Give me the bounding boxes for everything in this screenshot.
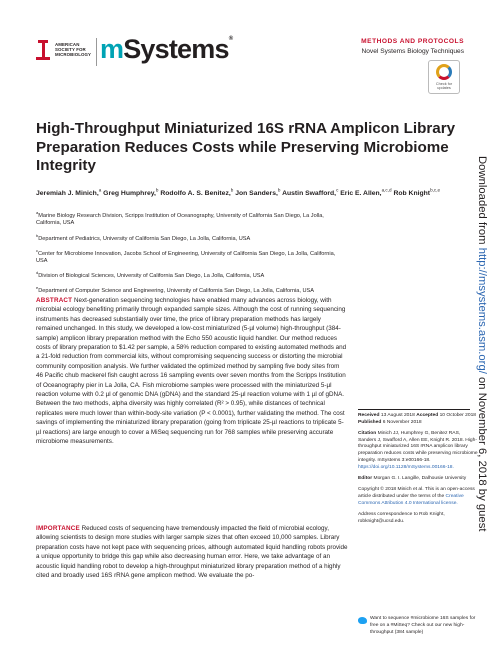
- importance-label: IMPORTANCE: [36, 525, 80, 532]
- download-banner: Downloaded from http://msystems.asm.org/ on November 6, 2018 by guest: [476, 156, 488, 532]
- asm-logo[interactable]: [36, 38, 100, 64]
- asm-logo-text: AMERICAN SOCIETY FOR MICROBIOLOGY: [55, 42, 92, 57]
- crossmark-icon: [436, 64, 452, 80]
- section-subtitle: Novel Systems Biology Techniques: [361, 48, 464, 55]
- author[interactable]: Jeremiah J. Minich,$^a$: [36, 188, 102, 198]
- affiliation: $^e$Department of Computer Science and Engineering, University of California San Diego, La Jolla, California, USA: [36, 285, 315, 294]
- tweet-text: Want to sequence #microbiome 16S samples for free on a #MiSeq? Check out our new high-throughput (384 sample): [370, 616, 476, 635]
- author[interactable]: Rodolfo A. S. Benitez,$^b$: [160, 188, 234, 198]
- importance: [36, 524, 348, 580]
- logo-divider: [96, 38, 97, 66]
- abstract-label: ABSTRACT: [36, 297, 73, 304]
- correspondence: Address correspondence to Rob Knight, robknight@ucsd.edu.: [358, 511, 445, 524]
- affiliation: $^d$Division of Biological Sciences, University of California San Diego, La Jolla, California, USA: [36, 270, 265, 279]
- license-link[interactable]: Creative Commons Attribution 4.0 International license.: [358, 493, 464, 506]
- tweet-box[interactable]: [358, 616, 478, 637]
- affiliation: $^b$Department of Pediatrics, University of California San Diego, La Jolla, California, USA: [36, 232, 251, 242]
- article-info: [358, 409, 478, 529]
- citation: Citation Minich JJ, Humphrey G, Benitez RAS, Sanders J, Swafford A, Allen EE, Knight R. 2018. High-throughput miniaturized 16S rRNA amplicon library preparation reduces costs while preserving microbiome integrity. mSystems 3:e00166-18. https://doi.org/10.1128/mSystems.00166-18.: [358, 430, 478, 471]
- msystems-logo[interactable]: mSystems®: [100, 34, 233, 64]
- author[interactable]: Greg Humphrey,$^b$: [103, 188, 159, 198]
- author[interactable]: Rob Knight$^{b,c,e}$: [393, 188, 441, 198]
- importance-text: Reduced costs of sequencing have tremendously impacted the field of microbial ecology, allowing scientists to design more studies with larger sample sizes that often exceed 10,000 samples. Library preparation costs have not kept pace with sequencing prices, although automated liquid handling robots provide a unique opportunity to bridge this gap while also decreasing human error. Here, we take advantage of an acoustic liquid handling robot to develop a high-throughput miniaturized library preparation method of a highly cited and broadly used 16S rRNA gene amplicon method. We evaluate the po-: [36, 525, 348, 580]
- affiliation: $^c$Center for Microbiome Innovation, Jacobs School of Engineering, University of California San Diego, La Jolla, California, USA: [36, 247, 336, 264]
- copyright: Copyright © 2018 Minich et al. This is an open-access article distributed under the terms of the Creative Commons Attribution 4.0 International license.: [358, 486, 475, 506]
- affiliation: $^a$Marine Biology Research Division, Scripps Institution of Oceanography, University of California San Diego, La Jolla, California, USA: [36, 210, 324, 227]
- check-badge-label: Check for updates: [435, 82, 453, 91]
- editor: Editor Morgan G. I. Langille, Dalhousie University: [358, 476, 467, 482]
- author[interactable]: Eric E. Allen,$^{a,c,d}$: [340, 188, 392, 198]
- author[interactable]: Austin Swafford,$^c$: [282, 188, 339, 198]
- check-for-updates-badge[interactable]: [428, 60, 460, 94]
- asm-mark-icon: [36, 38, 52, 62]
- download-url-link[interactable]: http://msystems.asm.org/: [476, 247, 488, 374]
- info-divider: [358, 409, 470, 410]
- affiliations: [36, 209, 346, 299]
- section-label: METHODS AND PROTOCOLS: [361, 38, 464, 45]
- twitter-icon: [358, 617, 367, 624]
- author-list: [36, 186, 466, 198]
- dates: Received 13 August 2018 Accepted 10 October 2018 Published 6 November 2018: [358, 412, 477, 425]
- author[interactable]: Jon Sanders,$^b$: [235, 188, 281, 198]
- abstract: [36, 296, 348, 447]
- abstract-text: Next-generation sequencing technologies have enabled many advances across biology, with microbial ecology benefiting primarily through expanded sample sizes. Although the cost of running sequencing instruments has decreased substantially over time, the price of library preparation methods has largely remained unchanged. In this study, we developed a low-cost miniaturized (5-µl volume) high-throughput (384-sample) amplicon library preparation method with the Echo 550 acoustic liquid handler. Our method reduces costs of library preparation to $1.42 per sample, a 58% reduction compared to existing automated methods and a 21-fold reduction from commercial kits, without compromising sequencing success or distorting the microbial community composition analysis. We further validated the optimized method by sampling five body sites from 46 Pacific chub mackerel fish caught across 16 sampling events over seven months from the Scripps Institution of Oceanography pier in La Jolla, CA. Fish microbiome samples were processed with the miniaturized 5-µl reaction volume with 0.2 µl of genomic DNA (gDNA) and the standard 25-µl reaction volume with 1 µl of gDNA. Between the two methods, alpha diversity was highly correlated (R² > 0.95), while distances of technical replicates were much lower than within-body-site variation (P < 0.0001), further validating the method. The cost savings of implementing the miniaturized library preparation (going from triplicate 25-µl reactions to triplicate 5-µl reactions) are large enough to cover a MiSeq sequencing run for 768 samples while preserving accurate microbiome measurements.: [36, 297, 347, 446]
- article-title: High-Throughput Miniaturized 16S rRNA Amplicon Library Preparation Reduces Costs while Preserving Microbiome Integrity: [36, 120, 456, 174]
- doi-link[interactable]: https://doi.org/10.1128/mSystems.00166-18.: [358, 465, 454, 471]
